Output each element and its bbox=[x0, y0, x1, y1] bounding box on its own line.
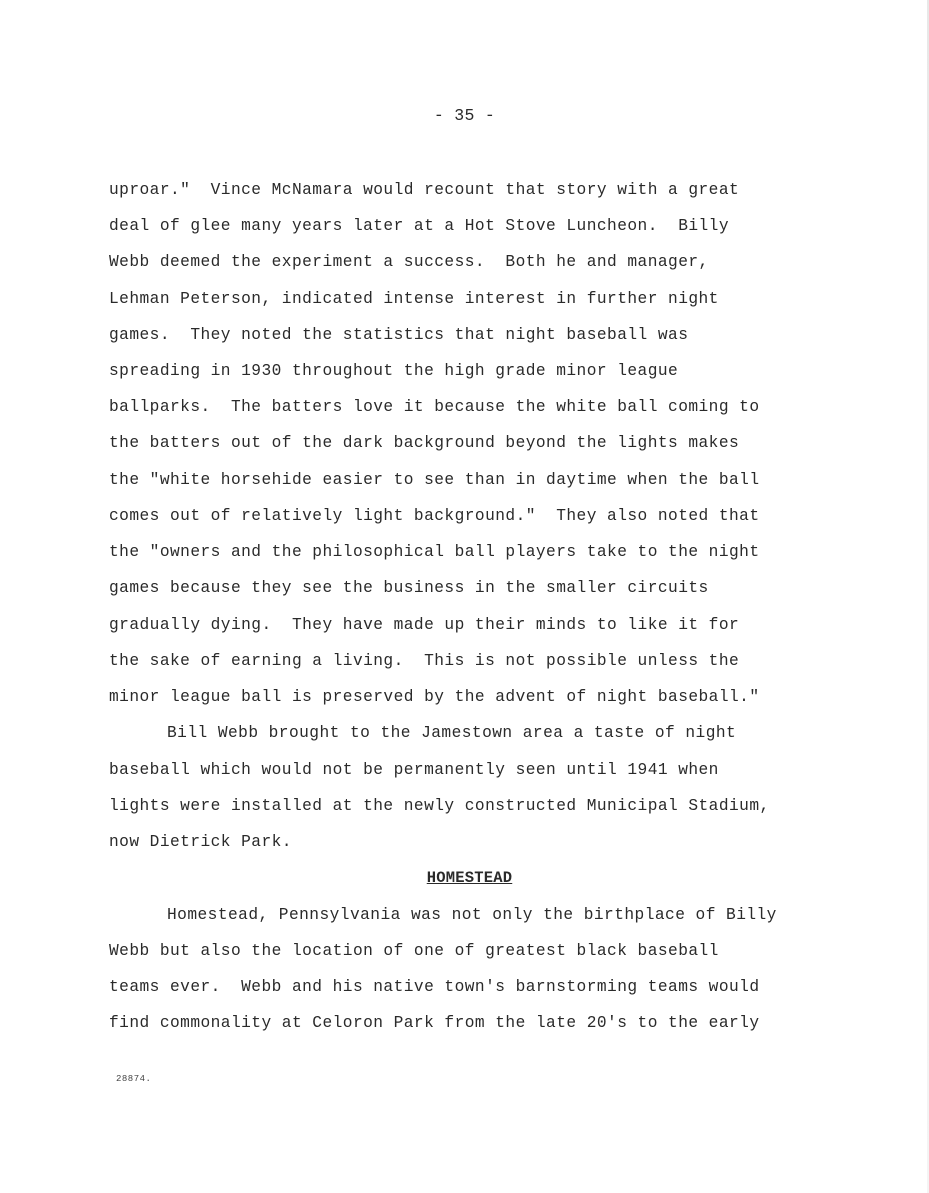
paragraph-1-line-14: the sake of earning a living. This is not possible unless the bbox=[109, 652, 740, 670]
paragraph-1-line-8: the batters out of the dark background beyond the lights makes bbox=[109, 434, 740, 452]
paragraph-1-line-2: deal of glee many years later at a Hot Stove Luncheon. Billy bbox=[109, 217, 730, 235]
paragraph-1-line-1: uproar." Vince McNamara would recount that story with a great bbox=[109, 181, 740, 199]
paragraph-1-line-15: minor league ball is preserved by the advent of night baseball." bbox=[109, 688, 760, 706]
paragraph-2-line-1: Bill Webb brought to the Jamestown area a taste of night bbox=[167, 724, 737, 742]
paragraph-2-line-4: now Dietrick Park. bbox=[109, 833, 292, 851]
page-number: - 35 - bbox=[433, 106, 496, 125]
paragraph-3-line-1: Homestead, Pennsylvania was not only the birthplace of Billy bbox=[167, 906, 777, 924]
paragraph-1-line-9: the "white horsehide easier to see than in daytime when the ball bbox=[109, 471, 760, 489]
paragraph-1-line-5: games. They noted the statistics that night baseball was bbox=[109, 326, 689, 344]
paragraph-1-line-6: spreading in 1930 throughout the high grade minor league bbox=[109, 362, 679, 380]
section-heading: HOMESTEAD bbox=[426, 869, 513, 887]
footer-document-code: 28874. bbox=[116, 1074, 152, 1084]
paragraph-1-line-10: comes out of relatively light background." They also noted that bbox=[109, 507, 760, 525]
paragraph-1-line-4: Lehman Peterson, indicated intense interest in further night bbox=[109, 290, 719, 308]
paragraph-2-line-3: lights were installed at the newly constructed Municipal Stadium, bbox=[109, 797, 770, 815]
paragraph-3-line-3: teams ever. Webb and his native town's barnstorming teams would bbox=[109, 978, 760, 996]
paragraph-1-line-7: ballparks. The batters love it because the white ball coming to bbox=[109, 398, 760, 416]
paragraph-1-line-11: the "owners and the philosophical ball players take to the night bbox=[109, 543, 760, 561]
paragraph-1-line-12: games because they see the business in the smaller circuits bbox=[109, 579, 709, 597]
paragraph-3-line-2: Webb but also the location of one of greatest black baseball bbox=[109, 942, 719, 960]
paragraph-3-line-4: find commonality at Celoron Park from the late 20's to the early bbox=[109, 1014, 760, 1032]
paragraph-1-line-13: gradually dying. They have made up their minds to like it for bbox=[109, 616, 740, 634]
paragraph-2-line-2: baseball which would not be permanently seen until 1941 when bbox=[109, 761, 719, 779]
paragraph-1-line-3: Webb deemed the experiment a success. Both he and manager, bbox=[109, 253, 709, 271]
